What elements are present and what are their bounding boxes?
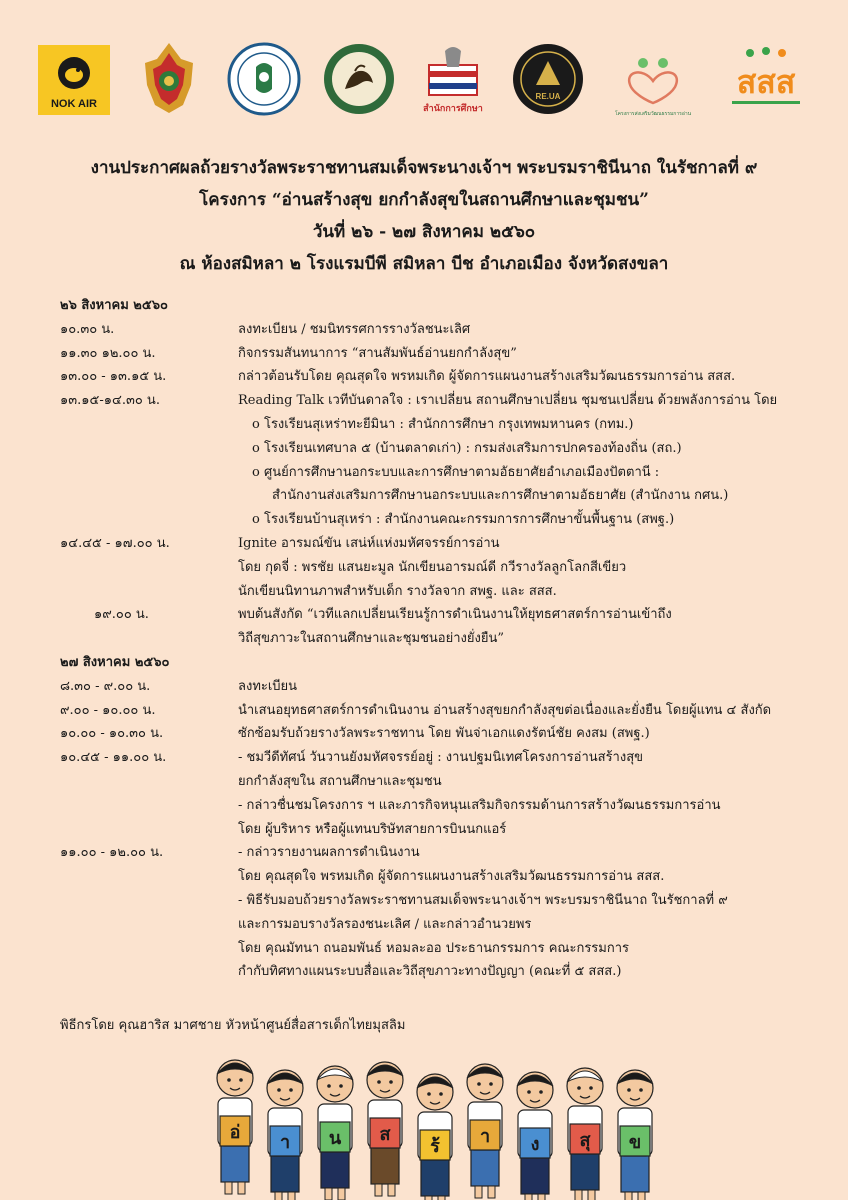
schedule-desc-continued: - พิธีรับมอบถ้วยรางวัลพระราชทานสมเด็จพระนางเจ้าฯ พระบรมราชินีนาถ ในรัชกาลที่ ๙	[238, 892, 728, 908]
kid-figure	[567, 1068, 603, 1200]
schedule-row	[60, 841, 820, 865]
ministry-education-emblem	[131, 41, 207, 117]
office-education-council-seal	[226, 41, 302, 117]
dla-seal	[321, 41, 397, 117]
schedule-desc: ลงทะเบียน	[238, 678, 298, 694]
schedule-desc-continued: โดย คุณมัทนา ถนอมพันธ์ หอมละออ ประธานกรรมการ คณะกรรมการ	[238, 940, 630, 956]
schedule-time: ๑๓.๐๐ - ๑๓.๑๕ น.	[60, 369, 167, 385]
letter-card-text: สุ	[579, 1130, 591, 1151]
schedule-time: ๑๓.๑๕-๑๔.๓๐ น.	[60, 393, 160, 409]
bangkok-education-office-logo	[415, 41, 491, 117]
schedule-row	[60, 746, 820, 770]
day2-heading: ๒๗ สิงหาคม ๒๕๖๐	[60, 654, 170, 670]
schedule-desc: ลงทะเบียน / ชมนิทรรศการรางวัลชนะเลิศ	[238, 321, 471, 337]
bua-seal	[510, 41, 586, 117]
schedule	[60, 294, 820, 984]
schedule-time: ๑๔.๔๕ - ๑๗.๐๐ น.	[60, 535, 170, 551]
schedule-time: ๙.๐๐ - ๑๐.๐๐ น.	[60, 702, 156, 718]
title-block	[0, 152, 848, 280]
kid-figure	[267, 1070, 303, 1200]
kid-figure	[217, 1060, 253, 1194]
bullet-item: o โรงเรียนสุเหร่าทะยีมินา : สำนักการศึกษา กรุงเทพมหานคร (กทม.)	[252, 416, 634, 432]
schedule-desc-continued: วิถีสุขภาวะในสถานศึกษาและชุมชนอย่างยั่งยืน”	[238, 631, 504, 647]
schedule-desc: นำเสนอยุทธศาสตร์การดำเนินงาน อ่านสร้างสุขยกกำลังสุขต่อเนื่องและยั่งยืน โดยผู้แทน ๔ สังกัด	[238, 702, 772, 718]
bullet-item-continued: สำนักงานส่งเสริมการศึกษานอกระบบและการศึกษาตามอัธยาศัย (สำนักงาน กศน.)	[272, 488, 729, 504]
kid-figure	[317, 1066, 353, 1200]
schedule-time: ๑๐.๐๐ - ๑๐.๓๐ น.	[60, 726, 164, 742]
letter-card-text: ข	[628, 1132, 642, 1153]
logo-bar	[36, 34, 812, 124]
schedule-row	[60, 342, 820, 366]
letter-card-text: ส	[379, 1124, 391, 1145]
schedule-time: ๘.๓๐ - ๙.๐๐ น.	[60, 678, 151, 694]
schedule-desc: พบต้นสังกัด “เวทีแลกเปลี่ยนเรียนรู้การดำเนินงานให้ยุทธศาสตร์การอ่านเข้าถึง	[238, 607, 672, 623]
title-line-3: วันที่ ๒๖ - ๒๗ สิงหาคม ๒๕๖๐	[312, 222, 536, 242]
schedule-desc: กล่าวต้อนรับโดย คุณสุดใจ พรหมเกิด ผู้จัดการแผนงานสร้างเสริมวัฒนธรรมการอ่าน สสส.	[238, 369, 736, 385]
bua-text: RE.UA	[535, 92, 561, 101]
schedule-time: ๑๙.๐๐ น.	[94, 607, 149, 623]
schedule-desc: - ชมวีดีทัศน์ วันวานยังมหัศจรรย์อยู่ : งานปฐมนิเทศโครงการอ่านสร้างสุข	[238, 750, 644, 766]
schedule-time: ๑๐.๓๐ น.	[60, 321, 115, 337]
schedule-desc-continued: โดย ผู้บริหาร หรือผู้แทนบริษัทสายการบินนกแอร์	[238, 821, 507, 837]
nok-air-logo	[36, 41, 112, 117]
kid-figure	[467, 1064, 503, 1198]
kid-figure	[367, 1062, 403, 1196]
schedule-row	[60, 532, 820, 556]
schedule-row	[60, 675, 820, 699]
kid-figure	[517, 1072, 553, 1200]
schedule-desc: - กล่าวรายงานผลการดำเนินงาน	[238, 845, 420, 861]
schedule-time: ๑๑.๐๐ - ๑๒.๐๐ น.	[60, 845, 164, 861]
bangkok-education-text: สำนักการศึกษา	[423, 103, 484, 113]
kid-figure	[617, 1070, 653, 1200]
kids-svg	[210, 1040, 660, 1200]
bullet-item: o โรงเรียนบ้านสุเหร่า : สำนักงานคณะกรรมการการศึกษาขั้นพื้นฐาน (สพฐ.)	[252, 512, 675, 528]
schedule-row	[60, 389, 820, 413]
letter-card-text: า	[479, 1126, 491, 1147]
schedule-desc: Ignite อารมณ์ขัน เสน่ห์แห่งมหัศจรรย์การอ่าน	[238, 535, 500, 551]
letter-card-text: อ่	[229, 1122, 241, 1143]
letter-card-text: ง	[530, 1134, 540, 1155]
schedule-desc: ซักซ้อมรับถ้วยรางวัลพระราชทาน โดย พันจ่าเอกแดงรัตน์ชัย คงสม (สพฐ.)	[238, 726, 650, 742]
bullet-item: o โรงเรียนเทศบาล ๕ (บ้านตลาดเก่า) : กรมส่งเสริมการปกครองท้องถิ่น (สถ.)	[252, 440, 682, 456]
schedule-desc-continued: - กล่าวชื่นชมโครงการ ฯ และภารกิจหนุนเสริมกิจกรรมด้านการสร้างวัฒนธรรมการอ่าน	[238, 797, 721, 813]
schedule-desc-continued: กำกับทิศทางแผนระบบสื่อและวิถีสุขภาวะทางปัญญา (คณะที่ ๕ สสส.)	[238, 964, 622, 980]
moderator-line: พิธีกรโดย คุณฮาริส มาศชาย หัวหน้าศูนย์สื่อสารเด็กไทยมุสลิม	[60, 1018, 406, 1033]
schedule-time: ๑๑.๓๐ ๑๒.๐๐ น.	[60, 345, 156, 361]
schedule-desc-continued: นักเขียนนิทานภาพสำหรับเด็ก รางวัลจาก สพฐ. และ สสส.	[238, 583, 557, 599]
thaihealth-logo	[720, 41, 812, 117]
schedule-desc-continued: และการมอบรางวัลรองชนะเลิศ / และกล่าวอำนวยพร	[238, 916, 532, 932]
letter-card-text: น	[328, 1128, 342, 1149]
thaihealth-text: สสส	[736, 63, 796, 101]
healthy-culture-reading-logo	[605, 41, 701, 117]
letter-card-text: า	[279, 1132, 291, 1153]
schedule-desc-continued: โดย คุณสุดใจ พรหมเกิด ผู้จัดการแผนงานสร้างเสริมวัฒนธรรมการอ่าน สสส.	[238, 869, 665, 885]
kids-illustration	[210, 1040, 660, 1200]
healthy-culture-text: โครงการส่งเสริมวัฒนธรรมการอ่าน	[615, 111, 692, 117]
schedule-row	[60, 603, 820, 627]
schedule-desc: Reading Talk เวทีบันดาลใจ : เราเปลี่ยน สถานศึกษาเปลี่ยน ชุมชนเปลี่ยน ด้วยพลังการอ่าน โดย	[238, 393, 778, 409]
schedule-row	[60, 318, 820, 342]
schedule-time: ๑๐.๔๕ - ๑๑.๐๐ น.	[60, 750, 167, 766]
schedule-desc-continued: โดย กุดจี่ : พรชัย แสนยะมูล นักเขียนอารมณ์ดี กวีรางวัลลูกโลกสีเขียว	[238, 559, 627, 575]
bullet-item: o ศูนย์การศึกษานอกระบบและการศึกษาตามอัธยาศัยอำเภอเมืองปัตตานี :	[252, 464, 660, 480]
letter-card-text: ร้	[430, 1136, 440, 1157]
kid-figure	[417, 1074, 453, 1200]
title-line-1: งานประกาศผลถ้วยรางวัลพระราชทานสมเด็จพระนางเจ้าฯ พระบรมราชินีนาถ ในรัชกาลที่ ๙	[90, 158, 758, 178]
schedule-desc-continued: ยกกำลังสุขใน สถานศึกษาและชุมชน	[238, 773, 442, 789]
schedule-row	[60, 365, 820, 389]
schedule-row	[60, 722, 820, 746]
title-line-4: ณ ห้องสมิหลา ๒ โรงแรมบีพี สมิหลา บีช อำเภอเมือง จังหวัดสงขลา	[179, 254, 669, 274]
title-line-2: โครงการ “อ่านสร้างสุข ยกกำลังสุขในสถานศึกษาและชุมชน”	[199, 190, 649, 210]
day1-heading: ๒๖ สิงหาคม ๒๕๖๐	[60, 298, 168, 313]
schedule-desc: กิจกรรมสันทนาการ “สานสัมพันธ์อ่านยกกำลังสุข”	[238, 345, 517, 361]
schedule-row	[60, 699, 820, 723]
nok-air-text: NOK AIR	[50, 98, 98, 110]
